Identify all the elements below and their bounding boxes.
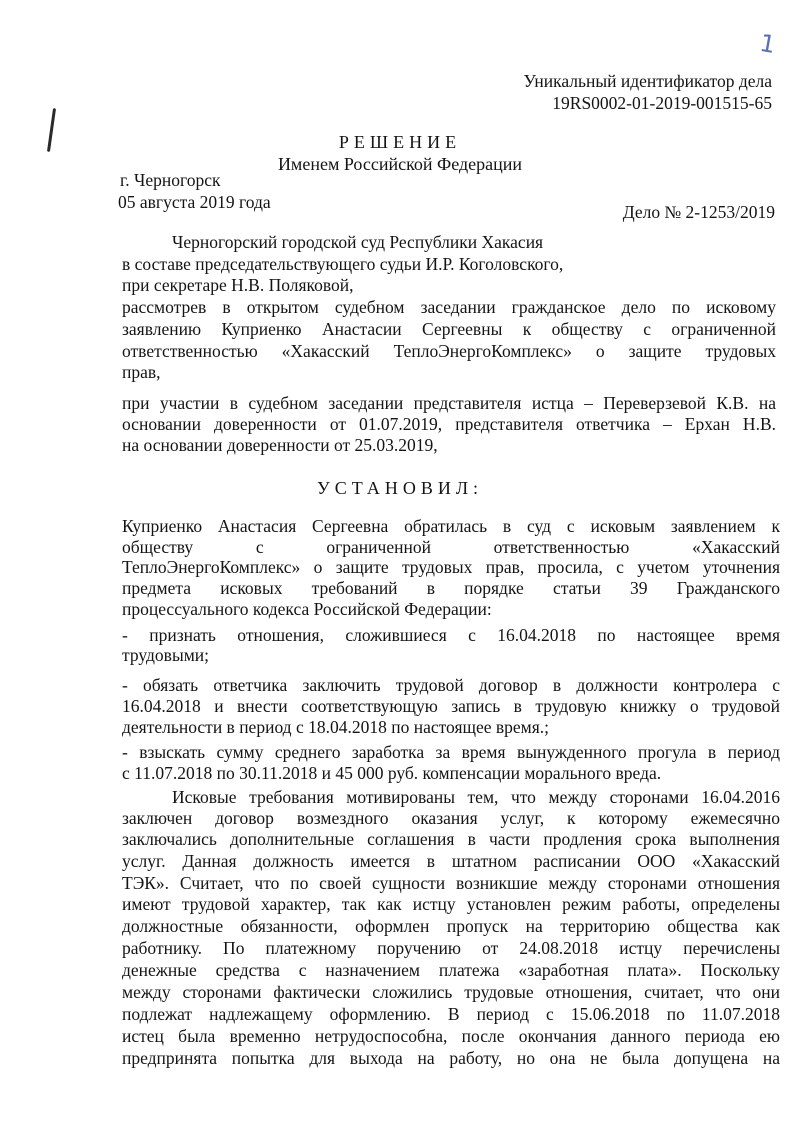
document-title: РЕШЕНИЕ [338,132,462,152]
intro-line: на основании доверенности от 25.03.2019, [122,435,438,455]
body-line: - взыскать сумму среднего заработка за время вынужденного прогула в период [122,742,780,762]
intro-line: заявлению Куприенко Анастасии Сергеевны к обществу с ограниченной [122,319,776,339]
body-line: истец была временно нетрудоспособна, после окончания данного периода ею [122,1026,780,1046]
body-line: - обязать ответчика заключить трудовой договор в должности контролера с [122,675,780,695]
city: г. Черногорск [120,170,221,190]
intro-line: ответственностью «Хакасский ТеплоЭнергоКомплекс» о защите трудовых [122,341,776,361]
case-identifier-label: Уникальный идентификатор дела [523,71,772,91]
body-line: обществу с ограниченной ответственностью «Хакасский [122,537,780,557]
body-line: заключались дополнительные соглашения в части продления срока выполнения [122,829,780,849]
intro-line: в составе председательствующего судьи И.Р. Коголовского, [122,254,564,274]
body-line: 16.04.2018 и внести соответствующую запись в трудовую книжку о трудовой [122,696,780,716]
body-line: между сторонами фактически сложились трудовые отношения, считает, что они [122,982,780,1002]
body-line: подлежат надлежащему оформлению. В период с 15.06.2018 по 11.07.2018 [122,1004,780,1024]
case-number: Дело № 2-1253/2019 [622,202,775,222]
body-line: ТЭК». Считает, что по своей сущности возникшие между сторонами отношения [122,873,780,893]
established-heading: УСТАНОВИЛ: [316,478,484,498]
body-line: должностные обязанности, оформлен пропуск на территорию общества как [122,916,780,936]
body-line: предмета исковых требований в порядке статьи 39 Гражданского [122,578,780,598]
intro-line: при секретаре Н.В. Поляковой, [122,275,354,295]
body-line: работнику. По платежному поручению от 24.08.2018 истцу перечислены [122,938,780,958]
body-line: ТеплоЭнергоКомплекс» о защите трудовых прав, просила, с учетом уточнения [122,557,780,577]
intro-line: рассмотрев в открытом судебном заседании гражданское дело по исковому [122,297,776,317]
handwritten-page-number: 1 [757,28,778,60]
body-line: Куприенко Анастасия Сергеевна обратилась в суд с исковым заявлением к [122,516,780,536]
body-line: имеют трудовой характер, так как истцу установлен режим работы, определены [122,894,780,914]
body-line: - признать отношения, сложившиеся с 16.04.2018 по настоящее время [122,625,780,645]
body-line: денежные средства с назначением платежа «заработная плата». Поскольку [122,960,780,980]
body-line: процессуального кодекса Российской Федерации: [122,599,492,619]
intro-line: Черногорский городской суд Республики Хакасия [172,232,544,252]
body-line: трудовыми; [122,645,210,665]
intro-line: прав, [122,362,161,382]
body-line: деятельности в период с 18.04.2018 по настоящее время.; [122,717,550,737]
case-identifier-value: 19RS0002-01-2019-001515-65 [552,93,772,113]
body-line: Исковые требования мотивированы тем, что между сторонами 16.04.2016 [172,787,780,807]
body-line: заключен договор возмездного оказания услуг, к которому ежемесячно [122,808,780,828]
body-line: услуг. Данная должность имеется в штатном расписании ООО «Хакасский [122,851,780,871]
body-line: предпринята попытка для выхода на работу, но она не была допущена на [122,1048,780,1068]
intro-line: основании доверенности от 01.07.2019, представителя ответчика – Ерхан Н.В. [122,414,776,434]
case-identifier-block [524,70,772,114]
intro-line: при участии в судебном заседании представителя истца – Переверзевой К.В. на [122,393,776,413]
decision-date: 05 августа 2019 года [118,192,271,212]
body-line: с 11.07.2018 по 30.11.2018 и 45 000 руб. компенсации морального вреда. [122,763,662,783]
document-subtitle: Именем Российской Федерации [277,154,523,174]
